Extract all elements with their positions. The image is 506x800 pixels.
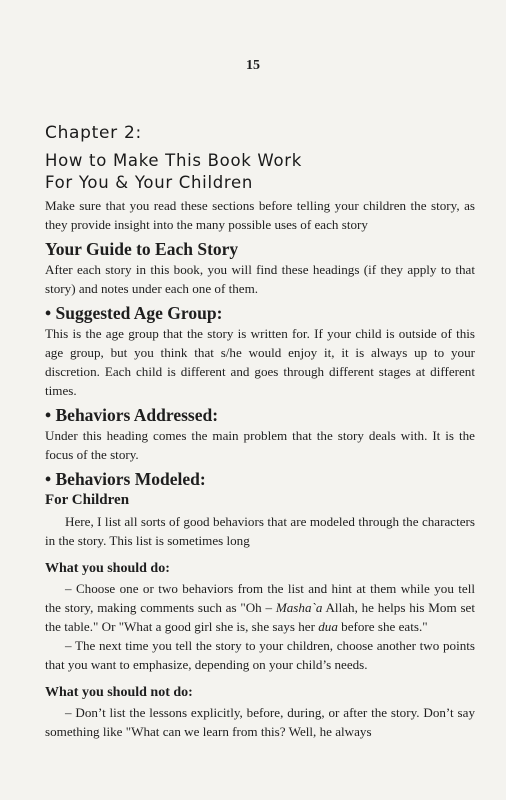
chapter-title-line-1: How to Make This Book Work [45,151,303,170]
page-number: 15 [246,58,260,73]
behaviors-addressed-heading: • Behaviors Addressed: [45,405,219,425]
should-do-heading: What you should do: [45,561,170,576]
behaviors-modeled-heading: • Behaviors Modeled: [45,469,206,489]
should-do-text-c: before she eats." [337,619,428,634]
should-not-do-paragraph: – Don’t list the lessons explicitly, before, during, or after the story. Don’t say something like "What can we learn from this? Well, he always [45,705,475,739]
behaviors-addressed-paragraph: Under this heading comes the main problem that the story deals with. It is the focus of the story. [45,428,475,462]
should-do-text-a: – Choose one or two behaviors from the list and hint at them while you tell the story, making comments such as "Oh – [45,581,475,615]
age-group-heading: • Suggested Age Group: [45,303,223,323]
should-do-italic-1: Masha`a [275,600,323,615]
guide-paragraph: After each story in this book, you will find these headings (if they apply to that story) and notes under each one of them. [45,262,475,296]
chapter-title-line-2: For You & Your Children [45,173,254,192]
chapter-label: Chapter 2: [45,123,142,143]
guide-heading: Your Guide to Each Story [45,239,239,259]
page-content [45,122,475,741]
for-children-subheading: For Children [45,492,130,508]
should-do-paragraph-2: – The next time you tell the story to your children, choose another two points that you want to emphasize, depending on your child’s needs. [45,638,475,672]
intro-paragraph: Make sure that you read these sections before telling your children the story, as they provide insight into the many possible uses of each story [45,198,475,232]
should-do-paragraph-1 [45,579,475,636]
behaviors-modeled-paragraph: Here, I list all sorts of good behaviors that are modeled through the characters in the story. This list is sometimes long [45,514,475,548]
should-not-do-heading: What you should not do: [45,685,193,700]
should-do-italic-2: dua [318,619,338,634]
age-group-paragraph: This is the age group that the story is written for. If your child is outside of this age group, but you think that s/he would enjoy it, it is always up to your discretion. Each child is different and goes through different stages at different times. [45,326,475,398]
should-do-text-b: Allah, he helps his Mom set the table." Or "What a good girl she is, she says her [45,600,475,634]
